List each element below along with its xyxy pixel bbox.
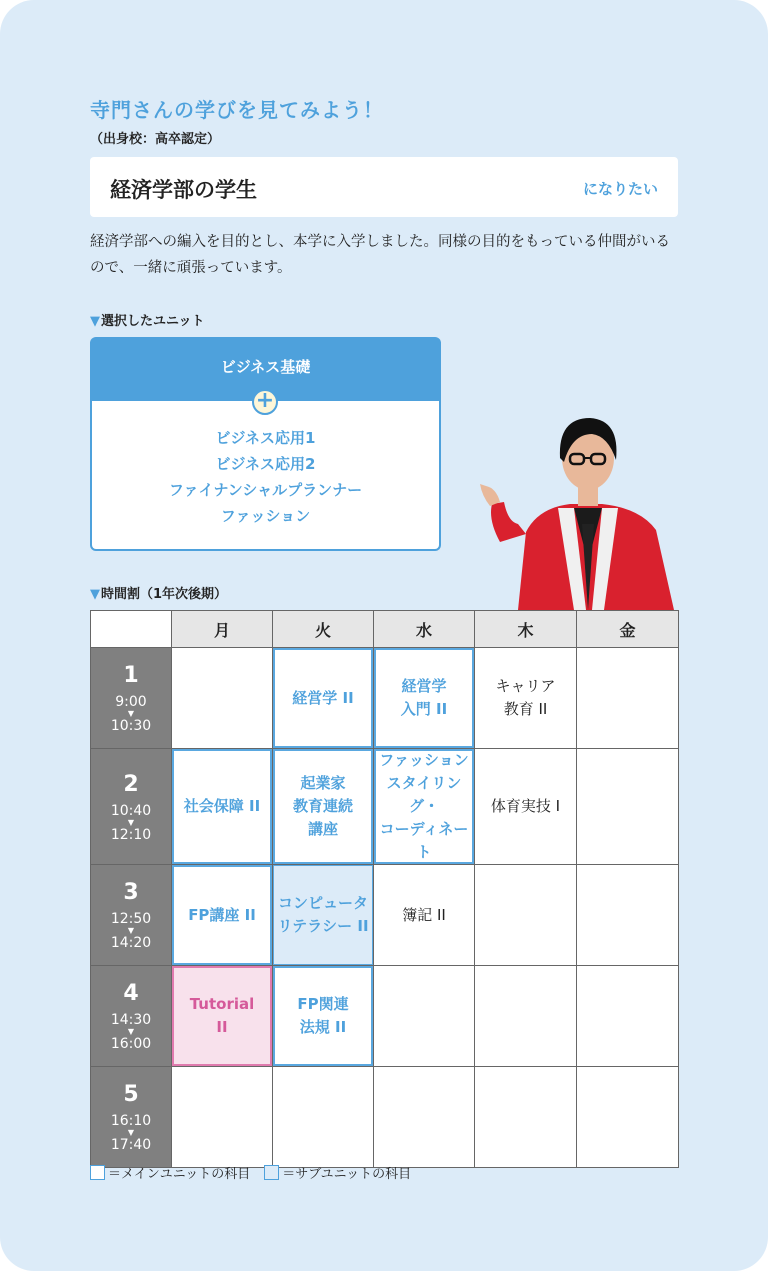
class-cell: [273, 966, 374, 1067]
period-start: 12:50: [110, 911, 152, 927]
day-header: 月: [172, 611, 273, 648]
class-cell-empty: [172, 1067, 273, 1168]
goal-suffix-text: になりたい: [582, 180, 658, 198]
day-header: 火: [273, 611, 374, 648]
class-name-line: キャリア: [495, 677, 556, 695]
student-photo: [478, 412, 680, 610]
timetable-row: [91, 865, 679, 966]
class-cell-empty: [577, 966, 679, 1067]
class-cell: [374, 865, 475, 966]
period-number: 1: [123, 663, 139, 688]
goal-main-text: 経済学部の学生: [110, 178, 257, 202]
timetable-row: [91, 648, 679, 749]
class-cell: [172, 749, 273, 865]
class-cell: [374, 648, 475, 749]
sub-unit-item: ビジネス応用2: [215, 455, 316, 473]
class-name: FP講座 II: [188, 905, 256, 924]
class-cell-empty: [475, 1067, 577, 1168]
class-cell: [273, 865, 374, 966]
class-cell-empty: [577, 648, 679, 749]
legend: [90, 1163, 411, 1182]
sub-unit-item: ファイナンシャルプランナー: [168, 481, 363, 499]
class-cell-empty: [374, 966, 475, 1067]
class-name-line: 法規 II: [299, 1018, 347, 1036]
school-label: （出身校：高卒認定）: [90, 132, 221, 147]
down-arrow-icon: ▼: [127, 817, 135, 827]
class-cell-empty: [273, 1067, 374, 1168]
class-name: 簿記 II: [402, 905, 446, 924]
goal-box: [90, 157, 678, 217]
period-number: 4: [123, 981, 139, 1006]
plus-icon: +: [252, 389, 278, 415]
page-title: 寺門さんの学びを見てみよう！: [90, 98, 384, 122]
timetable-row: [91, 749, 679, 865]
period-start: 9:00: [115, 694, 147, 710]
period-number: 5: [123, 1082, 139, 1107]
sub-unit-item: ファッション: [220, 507, 311, 525]
period-cell: [91, 1067, 172, 1168]
period-cell: [91, 749, 172, 865]
class-cell: [475, 749, 577, 865]
down-arrow-icon: ▼: [127, 1128, 135, 1137]
legend-main-label: ＝メインユニットの科目: [108, 1167, 251, 1182]
main-unit: ビジネス基礎: [90, 337, 441, 401]
period-start: 14:30: [110, 1012, 152, 1028]
period-end: 17:40: [110, 1137, 152, 1153]
class-name-line: リテラシー II: [277, 917, 369, 935]
units-heading: [90, 310, 204, 329]
class-cell: [374, 749, 475, 865]
class-cell-empty: [577, 865, 679, 966]
period-start: 10:40: [110, 802, 152, 819]
sub-units: [90, 401, 441, 551]
period-cell: [91, 865, 172, 966]
timetable-row: [91, 966, 679, 1067]
corner-cell: [91, 611, 172, 648]
class-name: 経営学 II: [292, 688, 354, 707]
class-name-line: 起業家: [300, 774, 346, 792]
period-end: 12:10: [110, 826, 152, 843]
down-arrow-icon: ▼: [127, 709, 135, 718]
class-name-line: コーディネート: [379, 820, 469, 861]
timetable-header-row: [91, 611, 679, 648]
day-header: 木: [475, 611, 577, 648]
class-name-line: 入門 II: [400, 700, 448, 718]
class-name: 体育実技 I: [490, 797, 561, 815]
triangle-icon: ▼: [90, 587, 100, 602]
period-cell: [91, 966, 172, 1067]
class-cell-empty: [374, 1067, 475, 1168]
class-name-line: Tutorial: [189, 995, 255, 1013]
class-name-line: 経営学: [401, 677, 447, 695]
period-number: 3: [123, 880, 139, 905]
class-cell-empty: [577, 1067, 679, 1168]
units-heading-label: 選択したユニット: [101, 314, 205, 329]
period-end: 14:20: [110, 935, 152, 951]
timetable-row: [91, 1067, 679, 1168]
down-arrow-icon: ▼: [127, 1027, 135, 1036]
legend-sub-label: ＝サブユニットの科目: [282, 1167, 412, 1182]
class-name-line: ファッション: [379, 751, 469, 769]
legend-sub-swatch: [264, 1165, 279, 1180]
class-name: 社会保障 II: [183, 797, 261, 815]
class-cell-empty: [475, 966, 577, 1067]
class-cell: [273, 749, 374, 865]
class-cell: [475, 648, 577, 749]
class-name-line: コンピュータ: [277, 894, 368, 912]
class-cell-empty: [172, 648, 273, 749]
timetable: [90, 610, 679, 1168]
period-end: 10:30: [110, 718, 152, 734]
triangle-icon: ▼: [90, 314, 100, 329]
class-cell: [172, 865, 273, 966]
down-arrow-icon: ▼: [127, 926, 135, 935]
period-end: 16:00: [110, 1036, 152, 1052]
class-name-line: II: [216, 1018, 228, 1036]
class-name-line: 教育 II: [503, 700, 548, 718]
description: 経済学部への編入を目的とし、本学に入学しました。同様の目的をもっている仲間がいるので、一緒に頑張っています。: [90, 234, 670, 276]
class-cell-empty: [475, 865, 577, 966]
class-cell-empty: [577, 749, 679, 865]
sub-unit-item: ビジネス応用1: [215, 429, 316, 447]
class-name-line: 講座: [307, 820, 338, 838]
period-number: 2: [123, 771, 139, 797]
timetable-heading: [90, 583, 227, 602]
legend-main-swatch: [90, 1165, 105, 1180]
period-cell: [91, 648, 172, 749]
day-header: 水: [374, 611, 475, 648]
class-name-line: スタイリング・: [386, 774, 462, 815]
day-header: 金: [577, 611, 679, 648]
class-name-line: FP関連: [297, 995, 349, 1013]
period-start: 16:10: [110, 1113, 152, 1129]
class-cell: [172, 966, 273, 1067]
class-cell: [273, 648, 374, 749]
timetable-heading-label: 時間割（1年次後期）: [101, 587, 228, 602]
class-name-line: 教育連続: [292, 797, 353, 815]
